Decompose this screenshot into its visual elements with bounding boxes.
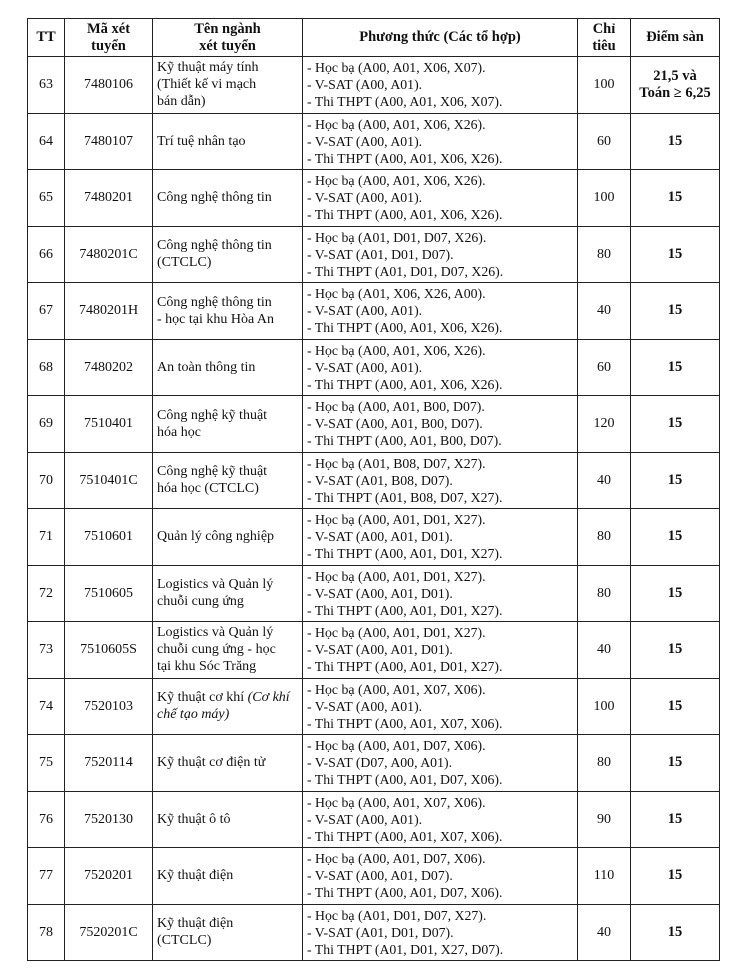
row-number: 66: [28, 226, 65, 283]
row-number: 63: [28, 57, 65, 114]
quota: 80: [578, 226, 631, 283]
header-tt: TT: [28, 19, 65, 57]
major-name-line: chuỗi cung ứng - học: [157, 642, 276, 658]
table-row: [28, 57, 720, 114]
admission-methods: [303, 113, 578, 170]
major-name-line: (Thiết kế vi mạch: [157, 77, 257, 93]
floor-score: [631, 283, 720, 340]
floor-score-line: 15: [667, 471, 683, 488]
quota: 40: [578, 452, 631, 509]
method-line: - Học bạ (A00, A01, D07, X06).: [307, 851, 486, 867]
floor-score: [631, 396, 720, 453]
method-line: - V-SAT (A00, A01).: [307, 133, 423, 149]
method-line: - V-SAT (A00, A01).: [307, 698, 423, 714]
major-name-line: Quản lý công nghiệp: [157, 529, 275, 545]
floor-score-line: 15: [667, 528, 683, 545]
method-line: - Học bạ (A00, A01, D07, X06).: [307, 738, 486, 754]
header-code-line: Mã xét: [86, 20, 131, 37]
method-line: - V-SAT (A00, A01).: [307, 303, 423, 319]
admission-methods: [303, 339, 578, 396]
method-line: - V-SAT (D07, A00, A01).: [307, 755, 453, 771]
method-line: - Thi THPT (A01, B08, D07, X27).: [307, 489, 503, 505]
method-line: - Học bạ (A01, D01, D07, X26).: [307, 229, 487, 245]
admission-methods: [303, 735, 578, 792]
major-name-line: Kỹ thuật ô tô: [157, 811, 231, 827]
admission-methods: [303, 622, 578, 679]
major-name: [153, 452, 303, 509]
admission-methods: [303, 904, 578, 961]
floor-score-line: Toán ≥ 6,25: [639, 84, 711, 101]
admissions-table: [27, 18, 720, 961]
floor-score-line: 15: [667, 754, 683, 771]
floor-score-line: 21,5 và: [653, 67, 697, 84]
table-body: [28, 57, 720, 961]
method-line: - Thi THPT (A00, A01, X07, X06).: [307, 715, 503, 731]
admission-methods: [303, 452, 578, 509]
major-name-line: hóa học: [157, 424, 201, 440]
header-quota-line: tiêu: [592, 37, 616, 54]
method-line: - Học bạ (A00, A01, X06, X07).: [307, 60, 486, 76]
admission-code: 7480202: [65, 339, 153, 396]
admission-code: 7510601: [65, 509, 153, 566]
quota: 80: [578, 565, 631, 622]
major-name: [153, 565, 303, 622]
method-line: - Học bạ (A00, A01, X06, X26).: [307, 116, 486, 132]
header-name: [153, 19, 303, 57]
major-name: [153, 848, 303, 905]
admission-code: 7520114: [65, 735, 153, 792]
header-name-line: Tên ngành: [194, 20, 261, 37]
row-number: 67: [28, 283, 65, 340]
major-name: [153, 283, 303, 340]
admission-methods: [303, 57, 578, 114]
major-name-line: (CTCLC): [157, 255, 212, 271]
floor-score: [631, 339, 720, 396]
table-row: [28, 339, 720, 396]
major-name-line: - học tại khu Hòa An: [157, 311, 275, 327]
method-line: - Thi THPT (A00, A01, D01, X27).: [307, 546, 503, 562]
method-line: - V-SAT (A00, A01, D01).: [307, 642, 453, 658]
table-row: [28, 113, 720, 170]
quota: 80: [578, 509, 631, 566]
admission-methods: [303, 509, 578, 566]
major-name: [153, 226, 303, 283]
floor-score: [631, 565, 720, 622]
admission-code: 7480106: [65, 57, 153, 114]
major-name-wrap: [157, 689, 298, 723]
major-name: [153, 170, 303, 227]
row-number: 70: [28, 452, 65, 509]
method-line: - V-SAT (A00, A01).: [307, 190, 423, 206]
method-line: - V-SAT (A01, D01, D07).: [307, 924, 454, 940]
floor-score: [631, 622, 720, 679]
floor-score: [631, 509, 720, 566]
major-name: [153, 904, 303, 961]
floor-score: [631, 791, 720, 848]
table-row: [28, 396, 720, 453]
major-name-line: Kỹ thuật điện: [157, 868, 234, 884]
major-name-line: Logistics và Quản lý: [157, 577, 274, 593]
method-line: - V-SAT (A01, D01, D07).: [307, 246, 454, 262]
table-row: [28, 283, 720, 340]
major-name: [153, 622, 303, 679]
major-name: [153, 509, 303, 566]
method-line: - V-SAT (A00, A01).: [307, 77, 423, 93]
admission-code: 7520201C: [65, 904, 153, 961]
row-number: 75: [28, 735, 65, 792]
admission-code: 7480107: [65, 113, 153, 170]
row-number: 76: [28, 791, 65, 848]
row-number: 71: [28, 509, 65, 566]
quota: 40: [578, 283, 631, 340]
floor-score: [631, 678, 720, 735]
quota: 110: [578, 848, 631, 905]
floor-score-line: 15: [667, 810, 683, 827]
major-name-line: hóa học (CTCLC): [157, 481, 259, 497]
row-number: 78: [28, 904, 65, 961]
quota: 100: [578, 57, 631, 114]
method-line: - Thi THPT (A00, A01, B00, D07).: [307, 433, 502, 449]
method-line: - Thi THPT (A00, A01, X06, X26).: [307, 207, 503, 223]
major-name-line: tại khu Sóc Trăng: [157, 659, 257, 675]
method-line: - Học bạ (A01, X06, X26, A00).: [307, 286, 486, 302]
admission-code: 7510401C: [65, 452, 153, 509]
floor-score-line: 15: [667, 584, 683, 601]
major-name-line: chuỗi cung ứng: [157, 594, 244, 610]
row-number: 69: [28, 396, 65, 453]
method-line: - V-SAT (A00, A01, D07).: [307, 868, 453, 884]
major-name-italic-note: (Cơ khí chế tạo máy): [157, 690, 290, 723]
admission-methods: [303, 565, 578, 622]
admission-code: 7520130: [65, 791, 153, 848]
major-name-line: Công nghệ kỹ thuật: [157, 407, 268, 423]
method-line: - Học bạ (A00, A01, X07, X06).: [307, 794, 486, 810]
method-line: - Thi THPT (A00, A01, X07, X06).: [307, 828, 503, 844]
method-line: - Học bạ (A00, A01, X06, X26).: [307, 342, 486, 358]
major-name-line: Kỹ thuật điện: [157, 916, 234, 932]
floor-score: [631, 113, 720, 170]
major-name: [153, 113, 303, 170]
major-name-line: Kỹ thuật cơ điện tử: [157, 755, 266, 771]
floor-score: [631, 226, 720, 283]
major-name-line: Logistics và Quản lý: [157, 625, 274, 641]
major-name-line: Công nghệ thông tin: [157, 294, 272, 310]
floor-score-line: 15: [667, 302, 683, 319]
header-code: [65, 19, 153, 57]
quota: 40: [578, 904, 631, 961]
major-name: [153, 339, 303, 396]
admission-methods: [303, 848, 578, 905]
method-line: - Thi THPT (A00, A01, D07, X06).: [307, 772, 503, 788]
method-line: - Học bạ (A00, A01, X07, X06).: [307, 681, 486, 697]
method-line: - Học bạ (A00, A01, D01, X27).: [307, 512, 486, 528]
method-line: - V-SAT (A00, A01).: [307, 359, 423, 375]
floor-score: [631, 848, 720, 905]
floor-score-line: 15: [667, 923, 683, 940]
admission-code: 7480201C: [65, 226, 153, 283]
major-name-line: Công nghệ thông tin: [157, 238, 272, 254]
admission-code: 7510605S: [65, 622, 153, 679]
row-number: 73: [28, 622, 65, 679]
admission-code: 7510401: [65, 396, 153, 453]
quota: 60: [578, 113, 631, 170]
admission-methods: [303, 283, 578, 340]
table-row: [28, 791, 720, 848]
header-quota: [578, 19, 631, 57]
table-row: [28, 904, 720, 961]
floor-score-line: 15: [667, 132, 683, 149]
method-line: - Thi THPT (A00, A01, X06, X26).: [307, 376, 503, 392]
table-row: [28, 622, 720, 679]
admission-code: 7480201: [65, 170, 153, 227]
floor-score-line: 15: [667, 358, 683, 375]
row-number: 64: [28, 113, 65, 170]
method-line: - Học bạ (A00, A01, B00, D07).: [307, 399, 485, 415]
quota: 80: [578, 735, 631, 792]
method-line: - Thi THPT (A01, D01, D07, X26).: [307, 263, 504, 279]
major-name-line: Công nghệ kỹ thuật: [157, 464, 268, 480]
admission-methods: [303, 396, 578, 453]
method-line: - V-SAT (A00, A01, D01).: [307, 585, 453, 601]
major-name-line: Công nghệ thông tin: [157, 190, 272, 206]
quota: 40: [578, 622, 631, 679]
header-code-line: tuyển: [91, 37, 126, 54]
major-name: [153, 57, 303, 114]
method-line: - Học bạ (A01, B08, D07, X27).: [307, 455, 486, 471]
table-row: [28, 452, 720, 509]
row-number: 65: [28, 170, 65, 227]
admission-code: 7480201H: [65, 283, 153, 340]
major-name-line: Kỹ thuật máy tính: [157, 60, 259, 76]
table-row: [28, 735, 720, 792]
major-name-line: An toàn thông tin: [157, 359, 256, 375]
table-row: [28, 509, 720, 566]
method-line: - Thi THPT (A00, A01, X06, X26).: [307, 320, 503, 336]
header-row: [28, 19, 720, 57]
method-line: - Học bạ (A00, A01, X06, X26).: [307, 173, 486, 189]
quota: 100: [578, 678, 631, 735]
major-name-line: Trí tuệ nhân tạo: [157, 133, 246, 149]
row-number: 77: [28, 848, 65, 905]
header-score: Điểm sàn: [631, 19, 720, 57]
quota: 90: [578, 791, 631, 848]
quota: 60: [578, 339, 631, 396]
method-line: - Thi THPT (A00, A01, X06, X26).: [307, 150, 503, 166]
floor-score-line: 15: [667, 641, 683, 658]
table-row: [28, 170, 720, 227]
major-name-line: Kỹ thuật cơ khí: [157, 690, 245, 706]
row-number: 74: [28, 678, 65, 735]
admission-methods: [303, 170, 578, 227]
table-row: [28, 565, 720, 622]
table-row: [28, 678, 720, 735]
floor-score-line: 15: [667, 415, 683, 432]
method-line: - V-SAT (A00, A01).: [307, 811, 423, 827]
floor-score-line: 15: [667, 245, 683, 262]
method-line: - Thi THPT (A01, D01, X27, D07).: [307, 941, 504, 957]
floor-score-line: 15: [667, 189, 683, 206]
major-name: [153, 396, 303, 453]
admission-methods: [303, 226, 578, 283]
header-quota-line: Chỉ: [592, 20, 616, 37]
floor-score: [631, 735, 720, 792]
admission-code: 7520201: [65, 848, 153, 905]
method-line: - V-SAT (A01, B08, D07).: [307, 472, 453, 488]
quota: 120: [578, 396, 631, 453]
method-line: - Thi THPT (A00, A01, D01, X27).: [307, 659, 503, 675]
floor-score-line: 15: [667, 697, 683, 714]
row-number: 72: [28, 565, 65, 622]
floor-score-line: 15: [667, 867, 683, 884]
major-name-line: (CTCLC): [157, 933, 212, 949]
floor-score: [631, 57, 720, 114]
method-line: - Thi THPT (A00, A01, X06, X07).: [307, 94, 503, 110]
floor-score: [631, 170, 720, 227]
row-number: 68: [28, 339, 65, 396]
quota: 100: [578, 170, 631, 227]
table-row: [28, 226, 720, 283]
admission-code: 7510605: [65, 565, 153, 622]
header-method: Phương thức (Các tổ hợp): [303, 19, 578, 57]
major-name-line: bán dẫn): [157, 94, 206, 110]
method-line: - Thi THPT (A00, A01, D01, X27).: [307, 602, 503, 618]
admission-methods: [303, 791, 578, 848]
header-name-line: xét tuyển: [199, 37, 256, 54]
method-line: - V-SAT (A00, A01, B00, D07).: [307, 416, 483, 432]
major-name: [153, 735, 303, 792]
table-row: [28, 848, 720, 905]
floor-score: [631, 904, 720, 961]
method-line: - Học bạ (A00, A01, D01, X27).: [307, 625, 486, 641]
method-line: - Học bạ (A00, A01, D01, X27).: [307, 568, 486, 584]
major-name: [153, 791, 303, 848]
floor-score: [631, 452, 720, 509]
admission-methods: [303, 678, 578, 735]
admission-code: 7520103: [65, 678, 153, 735]
major-name: [153, 678, 303, 735]
method-line: - Học bạ (A01, D01, D07, X27).: [307, 907, 487, 923]
method-line: - V-SAT (A00, A01, D01).: [307, 529, 453, 545]
method-line: - Thi THPT (A00, A01, D07, X06).: [307, 885, 503, 901]
